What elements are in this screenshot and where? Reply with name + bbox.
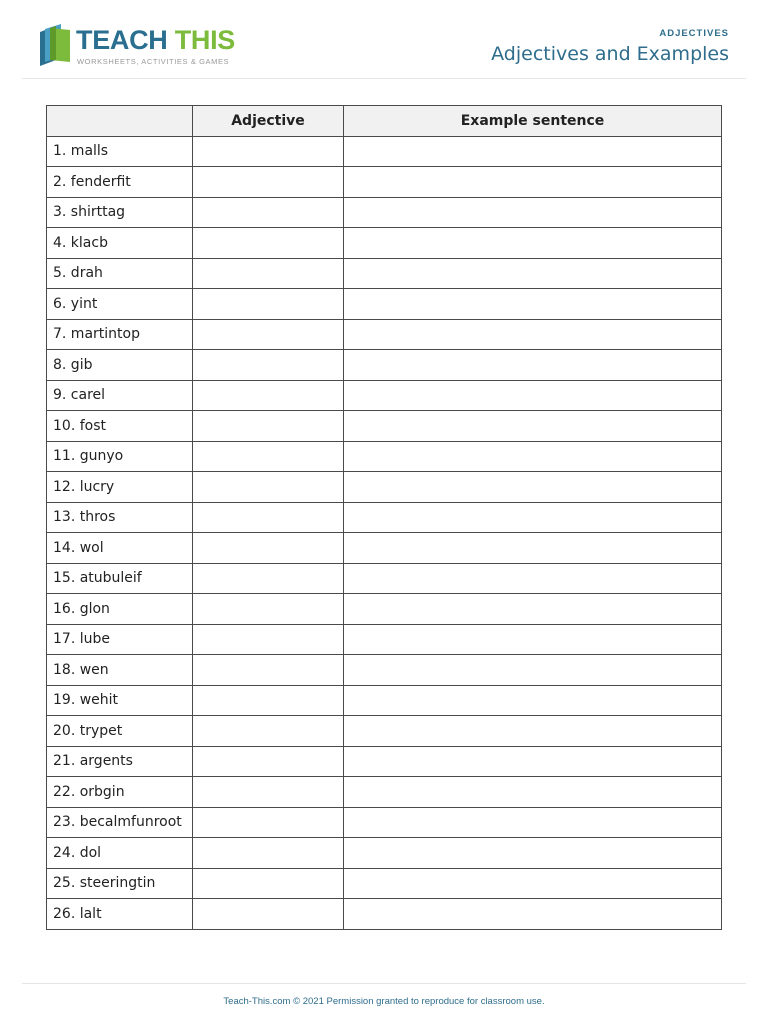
scrambled-word-cell: 24. dol	[47, 838, 193, 869]
table-row	[47, 258, 722, 289]
example-sentence-cell[interactable]	[344, 228, 722, 259]
table-row	[47, 777, 722, 808]
table-row	[47, 533, 722, 564]
adjective-answer-cell[interactable]	[193, 807, 344, 838]
adjective-answer-cell[interactable]	[193, 716, 344, 747]
example-sentence-cell[interactable]	[344, 899, 722, 930]
scrambled-word-cell: 2. fenderfit	[47, 167, 193, 198]
table-row	[47, 563, 722, 594]
adjective-answer-cell[interactable]	[193, 350, 344, 381]
scrambled-word-cell: 15. atubuleif	[47, 563, 193, 594]
adjective-answer-cell[interactable]	[193, 472, 344, 503]
scrambled-word-cell: 13. thros	[47, 502, 193, 533]
column-header-word	[47, 106, 193, 137]
adjective-answer-cell[interactable]	[193, 289, 344, 320]
table-row	[47, 441, 722, 472]
adjective-answer-cell[interactable]	[193, 868, 344, 899]
adjectives-table	[46, 105, 722, 930]
scrambled-word-cell: 10. fost	[47, 411, 193, 442]
table-row	[47, 746, 722, 777]
scrambled-word-cell: 14. wol	[47, 533, 193, 564]
scrambled-word-cell: 26. lalt	[47, 899, 193, 930]
footer-copyright: Teach-This.com © 2021 Permission granted to reproduce for classroom use.	[223, 996, 545, 1007]
table-row	[47, 472, 722, 503]
table-row	[47, 350, 722, 381]
example-sentence-cell[interactable]	[344, 868, 722, 899]
column-header-adjective: Adjective	[193, 106, 344, 137]
table-header-row	[47, 106, 722, 137]
example-sentence-cell[interactable]	[344, 258, 722, 289]
adjective-answer-cell[interactable]	[193, 380, 344, 411]
table-row	[47, 228, 722, 259]
example-sentence-cell[interactable]	[344, 838, 722, 869]
page-title: Adjectives and Examples	[491, 43, 729, 65]
adjective-answer-cell[interactable]	[193, 533, 344, 564]
table-row	[47, 899, 722, 930]
example-sentence-cell[interactable]	[344, 563, 722, 594]
scrambled-word-cell: 3. shirttag	[47, 197, 193, 228]
scrambled-word-cell: 18. wen	[47, 655, 193, 686]
example-sentence-cell[interactable]	[344, 441, 722, 472]
table-row	[47, 807, 722, 838]
adjective-answer-cell[interactable]	[193, 441, 344, 472]
table-row	[47, 594, 722, 625]
adjective-answer-cell[interactable]	[193, 136, 344, 167]
example-sentence-cell[interactable]	[344, 411, 722, 442]
adjective-answer-cell[interactable]	[193, 197, 344, 228]
example-sentence-cell[interactable]	[344, 533, 722, 564]
footer-divider	[22, 983, 746, 984]
adjective-answer-cell[interactable]	[193, 563, 344, 594]
example-sentence-cell[interactable]	[344, 136, 722, 167]
logo-teach-text: TEACH	[76, 25, 168, 55]
scrambled-word-cell: 25. steeringtin	[47, 868, 193, 899]
example-sentence-cell[interactable]	[344, 380, 722, 411]
table-row	[47, 380, 722, 411]
example-sentence-cell[interactable]	[344, 807, 722, 838]
example-sentence-cell[interactable]	[344, 472, 722, 503]
scrambled-word-cell: 11. gunyo	[47, 441, 193, 472]
scrambled-word-cell: 21. argents	[47, 746, 193, 777]
adjective-answer-cell[interactable]	[193, 258, 344, 289]
scrambled-word-cell: 6. yint	[47, 289, 193, 320]
adjective-answer-cell[interactable]	[193, 228, 344, 259]
header-divider	[22, 78, 746, 79]
scrambled-word-cell: 20. trypet	[47, 716, 193, 747]
column-header-example: Example sentence	[344, 106, 722, 137]
example-sentence-cell[interactable]	[344, 624, 722, 655]
book-icon	[36, 24, 74, 66]
scrambled-word-cell: 8. gib	[47, 350, 193, 381]
scrambled-word-cell: 19. wehit	[47, 685, 193, 716]
adjective-answer-cell[interactable]	[193, 167, 344, 198]
table-row	[47, 624, 722, 655]
example-sentence-cell[interactable]	[344, 746, 722, 777]
scrambled-word-cell: 23. becalmfunroot	[47, 807, 193, 838]
table-row	[47, 411, 722, 442]
example-sentence-cell[interactable]	[344, 289, 722, 320]
scrambled-word-cell: 1. malls	[47, 136, 193, 167]
scrambled-word-cell: 7. martintop	[47, 319, 193, 350]
scrambled-word-cell: 17. lube	[47, 624, 193, 655]
adjective-answer-cell[interactable]	[193, 838, 344, 869]
adjective-answer-cell[interactable]	[193, 685, 344, 716]
scrambled-word-cell: 12. lucry	[47, 472, 193, 503]
table-row	[47, 655, 722, 686]
example-sentence-cell[interactable]	[344, 319, 722, 350]
scrambled-word-cell: 22. orbgin	[47, 777, 193, 808]
logo-this-text: THIS	[174, 25, 236, 55]
adjective-answer-cell[interactable]	[193, 624, 344, 655]
table-row	[47, 868, 722, 899]
table-row	[47, 289, 722, 320]
table-row	[47, 502, 722, 533]
adjective-answer-cell[interactable]	[193, 502, 344, 533]
logo-wordmark	[76, 24, 235, 56]
adjective-answer-cell[interactable]	[193, 594, 344, 625]
table-row	[47, 319, 722, 350]
adjective-answer-cell[interactable]	[193, 777, 344, 808]
example-sentence-cell[interactable]	[344, 502, 722, 533]
table-row	[47, 716, 722, 747]
adjective-answer-cell[interactable]	[193, 319, 344, 350]
example-sentence-cell[interactable]	[344, 655, 722, 686]
logo-tagline: WORKSHEETS, ACTIVITIES & GAMES	[77, 57, 230, 66]
table-row	[47, 685, 722, 716]
adjective-answer-cell[interactable]	[193, 899, 344, 930]
example-sentence-cell[interactable]	[344, 685, 722, 716]
scrambled-word-cell: 5. drah	[47, 258, 193, 289]
scrambled-word-cell: 4. klacb	[47, 228, 193, 259]
adjective-answer-cell[interactable]	[193, 411, 344, 442]
scrambled-word-cell: 9. carel	[47, 380, 193, 411]
scrambled-word-cell: 16. glon	[47, 594, 193, 625]
example-sentence-cell[interactable]	[344, 777, 722, 808]
teach-this-logo[interactable]	[36, 22, 236, 70]
example-sentence-cell[interactable]	[344, 167, 722, 198]
adjective-answer-cell[interactable]	[193, 655, 344, 686]
table-row	[47, 838, 722, 869]
example-sentence-cell[interactable]	[344, 594, 722, 625]
table-row	[47, 136, 722, 167]
example-sentence-cell[interactable]	[344, 197, 722, 228]
page-header	[0, 0, 768, 80]
category-label: ADJECTIVES	[659, 28, 729, 39]
table-row	[47, 167, 722, 198]
table-row	[47, 197, 722, 228]
example-sentence-cell[interactable]	[344, 350, 722, 381]
example-sentence-cell[interactable]	[344, 716, 722, 747]
adjective-answer-cell[interactable]	[193, 746, 344, 777]
